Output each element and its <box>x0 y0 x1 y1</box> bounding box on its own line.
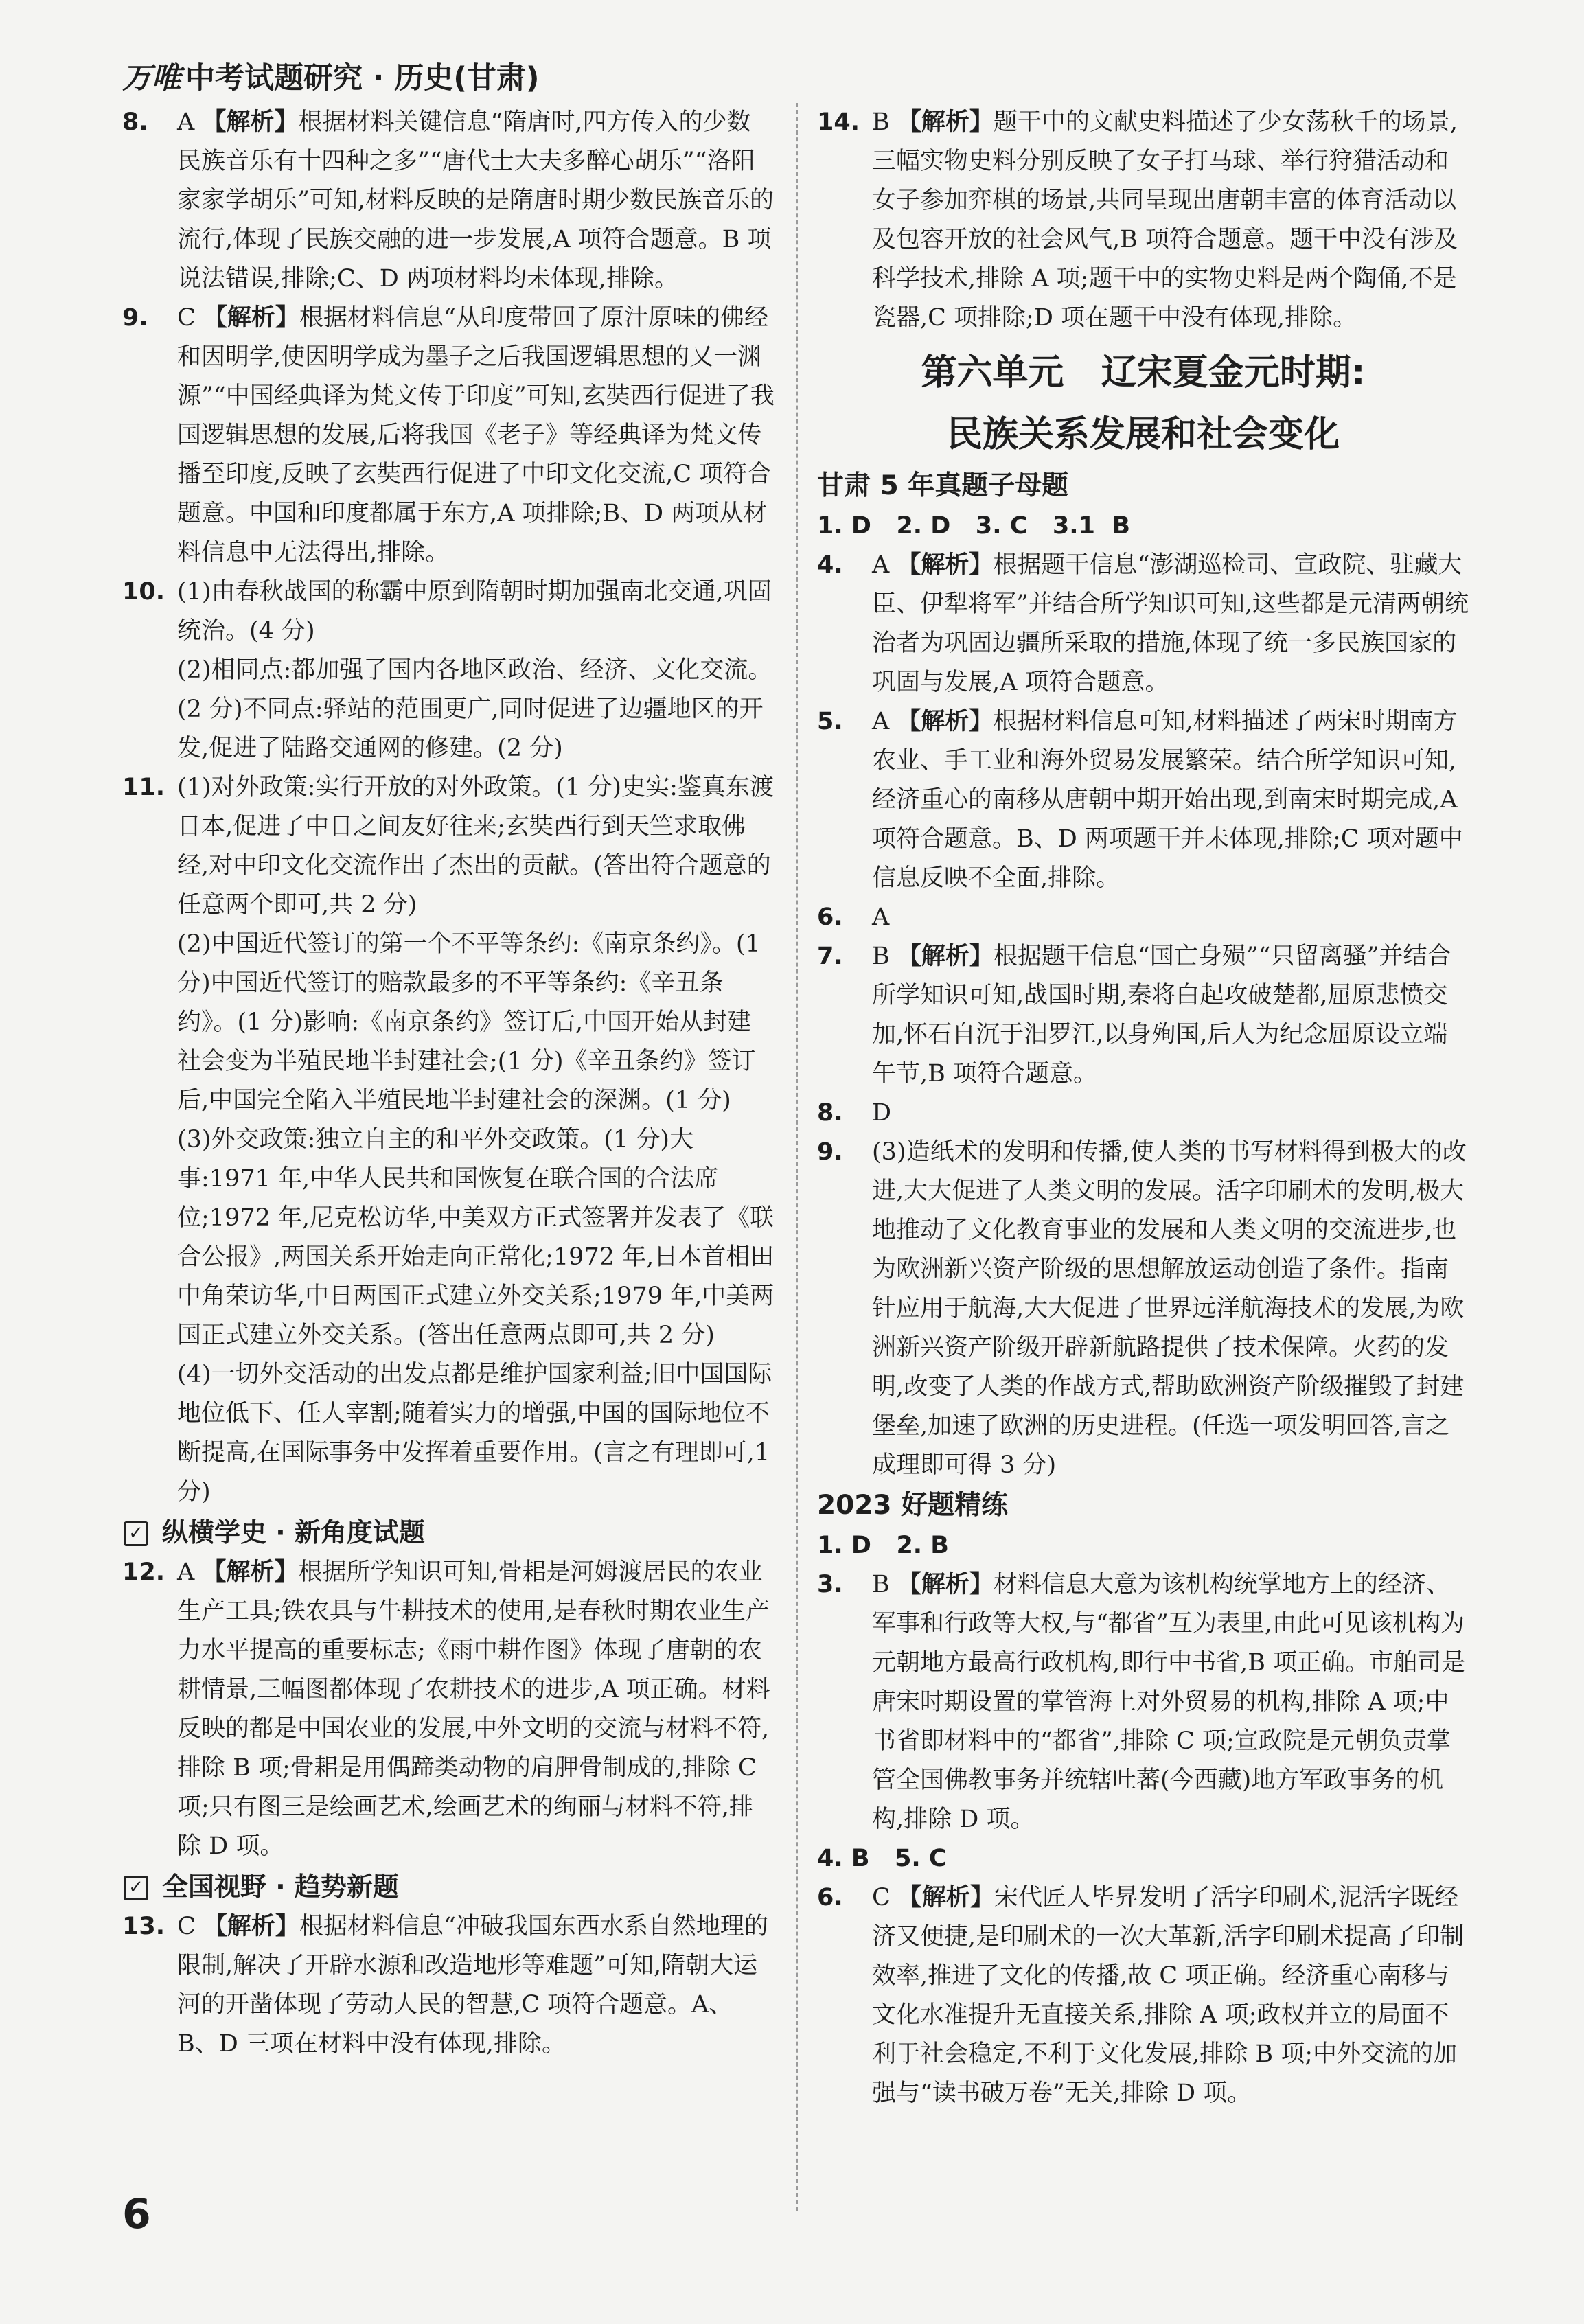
answer-item-4 <box>817 546 1469 702</box>
subheading-2023-practice: 2023 好题精练 <box>817 1490 1009 1521</box>
quick-answers-4-5: 4. B 5. C <box>817 1845 947 1872</box>
item-number: 10. <box>122 578 165 606</box>
item-part-4: (4)一切外交活动的出发点都是维护国家利益;旧中国国际地位低下、任人宰割;随着实力的增强,中国的国际地位不断提高,在国际事务中发挥着重要作用。(言之有理即可,1 分) <box>177 1361 772 1506</box>
item-number: 12. <box>122 1558 165 1586</box>
item-answer: D <box>872 1099 892 1127</box>
item-answer: B <box>872 1571 890 1598</box>
section-title: 全国视野 · 趋势新题 <box>162 1872 399 1902</box>
checkbox-icon: ✓ <box>124 1521 148 1546</box>
analysis-tag: 【解析】 <box>897 1571 994 1598</box>
answer-item-5 <box>817 702 1469 898</box>
item-text: (3)造纸术的发明和传播,使人类的书写材料得到极大的改进,大大促进了人类文明的发展。活字印刷术的发明,极大地推动了文化教育事业的发展和人类文明的交流进步,也为欧洲新兴资产阶级的思想解放运动创造了条件。指南针应用于航海,大大促进了世界远洋航海技术的发展,为欧洲新兴资产阶级开辟新航路提供了技术保障。火药的发明,改变了人类的作战方式,帮助欧洲资产阶级摧毁了封建堡垒,加速了欧洲的历史进程。(任选一项发明回答,言之成理即可得 3 分) <box>872 1138 1467 1479</box>
item-text: 材料信息大意为该机构统掌地方上的经济、军事和行政等大权,与“都省”互为表里,由此可见该机构为元朝地方最高行政机构,即行中书省,B 项正确。市舶司是唐宋时期设置的掌管海上对外贸易的机构,排除 A 项;中书省即材料中的“都省”,排除 C 项;宣政院是元朝负责掌管全国佛教事务并统辖吐蕃(今西藏)地方军政事务的机构,排除 D 项。 <box>872 1571 1466 1833</box>
answer-item-8 <box>817 1094 1469 1133</box>
item-number: 13. <box>122 1913 165 1940</box>
header-title: 中考试题研究 · 历史(甘肃) <box>185 61 540 95</box>
checkbox-icon: ✓ <box>124 1876 148 1900</box>
answer-item-13 <box>122 1907 774 2064</box>
answer-item-8 <box>122 103 774 299</box>
answer-item-10 <box>122 573 774 768</box>
item-answer: A <box>872 551 890 579</box>
answer-item-9 <box>122 299 774 573</box>
item-text: 根据材料关键信息“隋唐时,四方传入的少数民族音乐有十四种之多”“唐代士大夫多醉心胡乐”“洛阳家家学胡乐”可知,材料反映的是隋唐时期少数民族音乐的流行,体现了民族交融的进一步发展,A 项符合题意。B 项说法错误,排除;C、D 两项材料均未体现,排除。 <box>177 108 774 292</box>
unit-title-line-1: 第六单元 辽宋夏金元时期: <box>921 352 1366 393</box>
item-part-2: (2)中国近代签订的第一个不平等条约:《南京条约》。(1 分)中国近代签订的赔款最多的不平等条约:《辛丑条约》。(1 分)影响:《南京条约》签订后,中国开始从封建社会变为半殖民地半封建社会;(1 分)《辛丑条约》签订后,中国完全陷入半殖民地半封建社会的深渊。(1 分) <box>177 930 761 1114</box>
item-answer: C <box>177 304 196 332</box>
analysis-tag: 【解析】 <box>897 551 994 579</box>
item-text: 根据题干信息“澎湖巡检司、宣政院、驻藏大臣、伊犁将军”并结合所学知识可知,这些都是元清两朝统治者为巩固边疆所采取的措施,体现了统一多民族国家的巩固与发展,A 项符合题意。 <box>872 551 1469 696</box>
analysis-tag: 【解析】 <box>202 108 299 136</box>
item-answer: B <box>872 943 890 970</box>
analysis-tag: 【解析】 <box>203 304 299 332</box>
item-answer: A <box>177 1558 195 1586</box>
item-text: 根据材料信息可知,材料描述了两宋时期南方农业、手工业和海外贸易发展繁荣。结合所学知识可知,经济重心的南移从唐朝中期开始出现,到南宋时期完成,A 项符合题意。B、D 两项题干并未体现,排除;C 项对题中信息反映不全面,排除。 <box>872 708 1463 892</box>
item-part-3: (3)外交政策:独立自主的和平外交政策。(1 分)大事:1971 年,中华人民共和国恢复在联合国的合法席位;1972 年,尼克松访华,中美双方正式签署并发表了《联合公报》,两国关系开始走向正常化;1972 年,日本首相田中角荣访华,中日两国正式建立外交关系;1979 年,中美两国正式建立外交关系。(答出任意两点即可,共 2 分) <box>177 1126 774 1349</box>
item-answer: B <box>872 108 890 136</box>
item-number: 8. <box>817 1099 843 1127</box>
item-number: 9. <box>122 304 148 332</box>
item-answer: A <box>872 904 890 931</box>
item-answer: C <box>872 1884 891 1911</box>
answer-item-14 <box>817 103 1469 338</box>
answer-item-6 <box>817 898 1469 937</box>
analysis-tag: 【解析】 <box>203 1913 299 1940</box>
left-column <box>122 103 774 2064</box>
section-title: 纵横学史 · 新角度试题 <box>162 1517 425 1548</box>
item-number: 9. <box>817 1138 843 1166</box>
analysis-tag: 【解析】 <box>897 943 994 970</box>
unit-title-line-2: 民族关系发展和社会变化 <box>946 414 1340 455</box>
right-column <box>817 103 1469 2113</box>
item-text: 根据题干信息“国亡身殒”“只留离骚”并结合所学知识可知,战国时期,秦将白起攻破楚都,屈原悲愤交加,怀石自沉于汨罗江,以身殉国,后人为纪念屈原设立端午节,B 项符合题意。 <box>872 943 1451 1088</box>
page-header <box>122 55 540 97</box>
item-text: 宋代匠人毕昇发明了活字印刷术,泥活字既经济又便捷,是印刷术的一次大革新,活字印刷术提高了印制效率,推进了文化的传播,故 C 项正确。经济重心南移与文化水准提升无直接关系,排除 A 项;政权并立的局面不利于社会稳定,不利于文化发展,排除 B 项;中外交流的加强与“读书破万卷”无关,排除 D 项。 <box>872 1884 1465 2107</box>
analysis-tag: 【解析】 <box>897 108 994 136</box>
item-number: 5. <box>817 708 843 735</box>
subheading-gansu-5-years: 甘肃 5 年真题子母题 <box>817 470 1069 501</box>
item-text: 根据材料信息“冲破我国东西水系自然地理的限制,解决了开辟水源和改造地形等难题”可知,隋朝大运河的开凿体现了劳动人民的智慧,C 项符合题意。A、B、D 三项在材料中没有体现,排除。 <box>177 1913 768 2058</box>
quick-answers-1-2: 1. D 2. B <box>817 1532 949 1559</box>
page-number: 6 <box>122 2190 151 2238</box>
answer-item-3 <box>817 1565 1469 1839</box>
item-number: 3. <box>817 1571 843 1598</box>
brand-logo: 万唯 <box>122 61 181 95</box>
item-answer: A <box>177 108 195 136</box>
item-text: 根据材料信息“从印度带回了原汁原味的佛经和因明学,使因明学成为墨子之后我国逻辑思想的又一渊源”“中国经典译为梵文传于印度”可知,玄奘西行促进了我国逻辑思想的发展,后将我国《老子》等经典译为梵文传播至印度,反映了玄奘西行促进了中印文化交流,C 项符合题意。中国和印度都属于东方,A 项排除;B、D 两项从材料信息中无法得出,排除。 <box>177 304 774 566</box>
answer-item-9 <box>817 1133 1469 1485</box>
item-part-1: (1)由春秋战国的称霸中原到隋朝时期加强南北交通,巩固统治。(4 分) <box>177 578 772 645</box>
item-number: 4. <box>817 551 843 579</box>
item-number: 6. <box>817 904 843 931</box>
analysis-tag: 【解析】 <box>897 1884 994 1911</box>
item-part-2: (2)相同点:都加强了国内各地区政治、经济、文化交流。(2 分)不同点:驿站的范围更广,同时促进了边疆地区的开发,促进了陆路交通网的修建。(2 分) <box>177 656 772 762</box>
item-number: 14. <box>817 108 860 136</box>
item-part-1: (1)对外政策:实行开放的对外政策。(1 分)史实:鉴真东渡日本,促进了中日之间友好往来;玄奘西行到天竺求取佛经,对中印文化交流作出了杰出的贡献。(答出符合题意的任意两个即可,共 2 分) <box>177 774 774 919</box>
item-answer: C <box>177 1913 196 1940</box>
analysis-tag: 【解析】 <box>897 708 994 735</box>
answer-item-6b <box>817 1878 1469 2113</box>
answer-item-7 <box>817 937 1469 1094</box>
column-divider <box>796 103 798 2211</box>
section-heading-trend <box>122 1866 774 1907</box>
answer-item-12 <box>122 1553 774 1866</box>
item-text: 根据所学知识可知,骨耜是河姆渡居民的农业生产工具;铁农具与牛耕技术的使用,是春秋时期农业生产力水平提高的重要标志;《雨中耕作图》体现了唐朝的农耕情景,三幅图都体现了农耕技术的进步,A 项正确。材料反映的都是中国农业的发展,中外文明的交流与材料不符,排除 B 项;骨耜是用偶蹄类动物的肩胛骨制成的,排除 C 项;只有图三是绘画艺术,绘画艺术的绚丽与材料不符,排除 D 项。 <box>177 1558 770 1860</box>
item-number: 7. <box>817 943 843 970</box>
section-heading-new-angle <box>122 1512 774 1553</box>
item-number: 11. <box>122 774 165 801</box>
item-answer: A <box>872 708 890 735</box>
answer-item-11 <box>122 768 774 1512</box>
analysis-tag: 【解析】 <box>202 1558 299 1586</box>
item-number: 6. <box>817 1884 843 1911</box>
item-number: 8. <box>122 108 148 136</box>
quick-answers-1-3: 1. D 2. D 3. C 3.1 B <box>817 512 1131 540</box>
item-text: 题干中的文献史料描述了少女荡秋千的场景,三幅实物史料分别反映了女子打马球、举行狩猎活动和女子参加弈棋的场景,共同呈现出唐朝丰富的体育活动以及包容开放的社会风气,B 项符合题意。题干中没有涉及科学技术,排除 A 项;题干中的实物史料是两个陶俑,不是瓷器,C 项排除;D 项在题干中没有体现,排除。 <box>872 108 1458 332</box>
